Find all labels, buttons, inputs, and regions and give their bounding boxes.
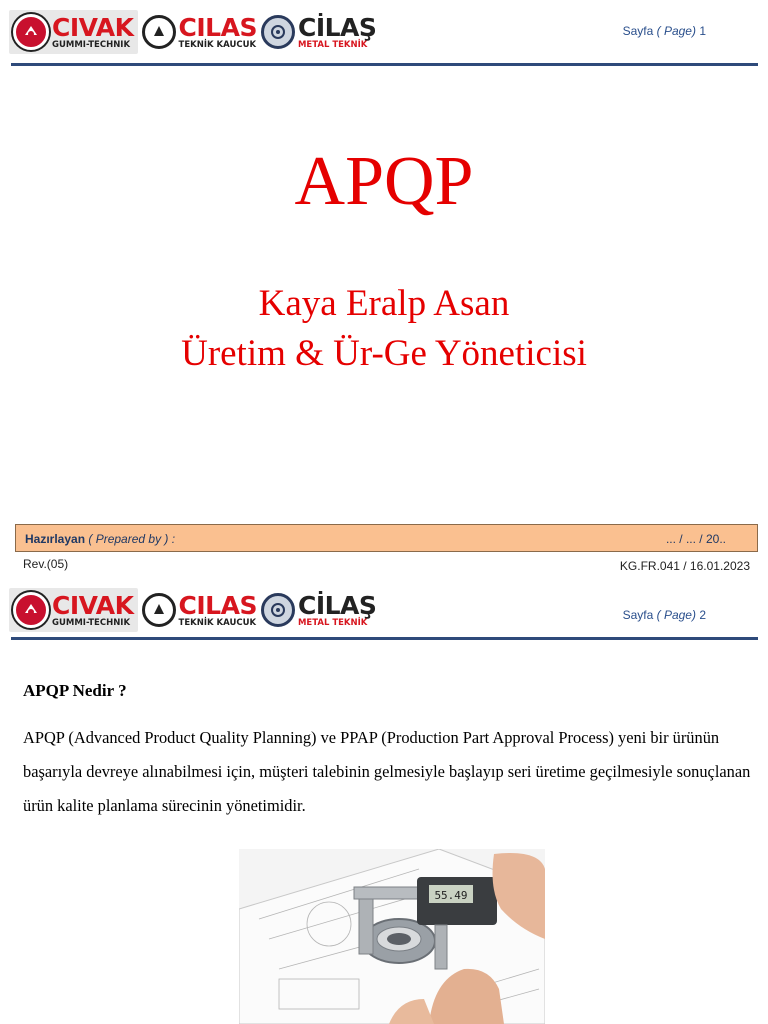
- author-role: Üretim & Ür-Ge Yöneticisi: [181, 333, 587, 374]
- civak-logo: CIVAK GUMMI-TECHNIK: [9, 10, 138, 54]
- company-logos: [9, 10, 376, 54]
- prepared-date: ... / ... / 20..: [665, 532, 726, 546]
- cilas-logo: CILAS TEKNİK KAUCUK: [142, 10, 257, 54]
- civak-emblem-icon: [13, 14, 49, 50]
- cilas-metal-logo: CİLAŞ METAL TEKNİK: [261, 10, 376, 54]
- caliper-photo: [239, 849, 545, 1024]
- page-header: [0, 0, 768, 68]
- prepared-by-label: Hazırlayan ( Prepared by ) :: [25, 532, 176, 546]
- civak-logo: CIVAK GUMMI-TECHNIK: [9, 588, 138, 632]
- svg-text:55.49: 55.49: [434, 889, 468, 902]
- section-heading: APQP Nedir ?: [23, 681, 127, 700]
- cilas-emblem-icon: [142, 15, 176, 49]
- page-2: [0, 578, 768, 1024]
- revision: Rev.(05): [23, 557, 69, 571]
- page-number: Sayfa ( Page) 1: [622, 24, 706, 38]
- metal-emblem-icon: [261, 593, 295, 627]
- header-rule: [11, 63, 758, 66]
- page-number: Sayfa ( Page) 2: [622, 608, 706, 622]
- metal-emblem-icon: [261, 15, 295, 49]
- author-name: Kaya Eralp Asan: [258, 283, 510, 324]
- document-title: APQP: [294, 143, 474, 220]
- form-code: KG.FR.041 / 16.01.2023: [619, 559, 750, 573]
- cilas-logo: CILAS TEKNİK KAUCUK: [142, 588, 257, 632]
- cilas-emblem-icon: [142, 593, 176, 627]
- section-paragraph: APQP (Advanced Product Quality Planning) ve PPAP (Production Part Approval Process) yeni bir ürünün başarıyla devreye alınabilmesi için, müşteri talebinin gelmesiyle başlayıp seri üretime geçilmesiyle sonuçlanan ürün kalite planlama sürecinin yönetimidir.: [23, 728, 751, 815]
- company-logos: [9, 588, 376, 632]
- header-rule: [11, 637, 758, 640]
- civak-emblem-icon: [13, 592, 49, 628]
- page-header: [0, 578, 768, 646]
- cilas-metal-logo: CİLAŞ METAL TEKNİK: [261, 588, 376, 632]
- prepared-by-bar: [15, 524, 758, 552]
